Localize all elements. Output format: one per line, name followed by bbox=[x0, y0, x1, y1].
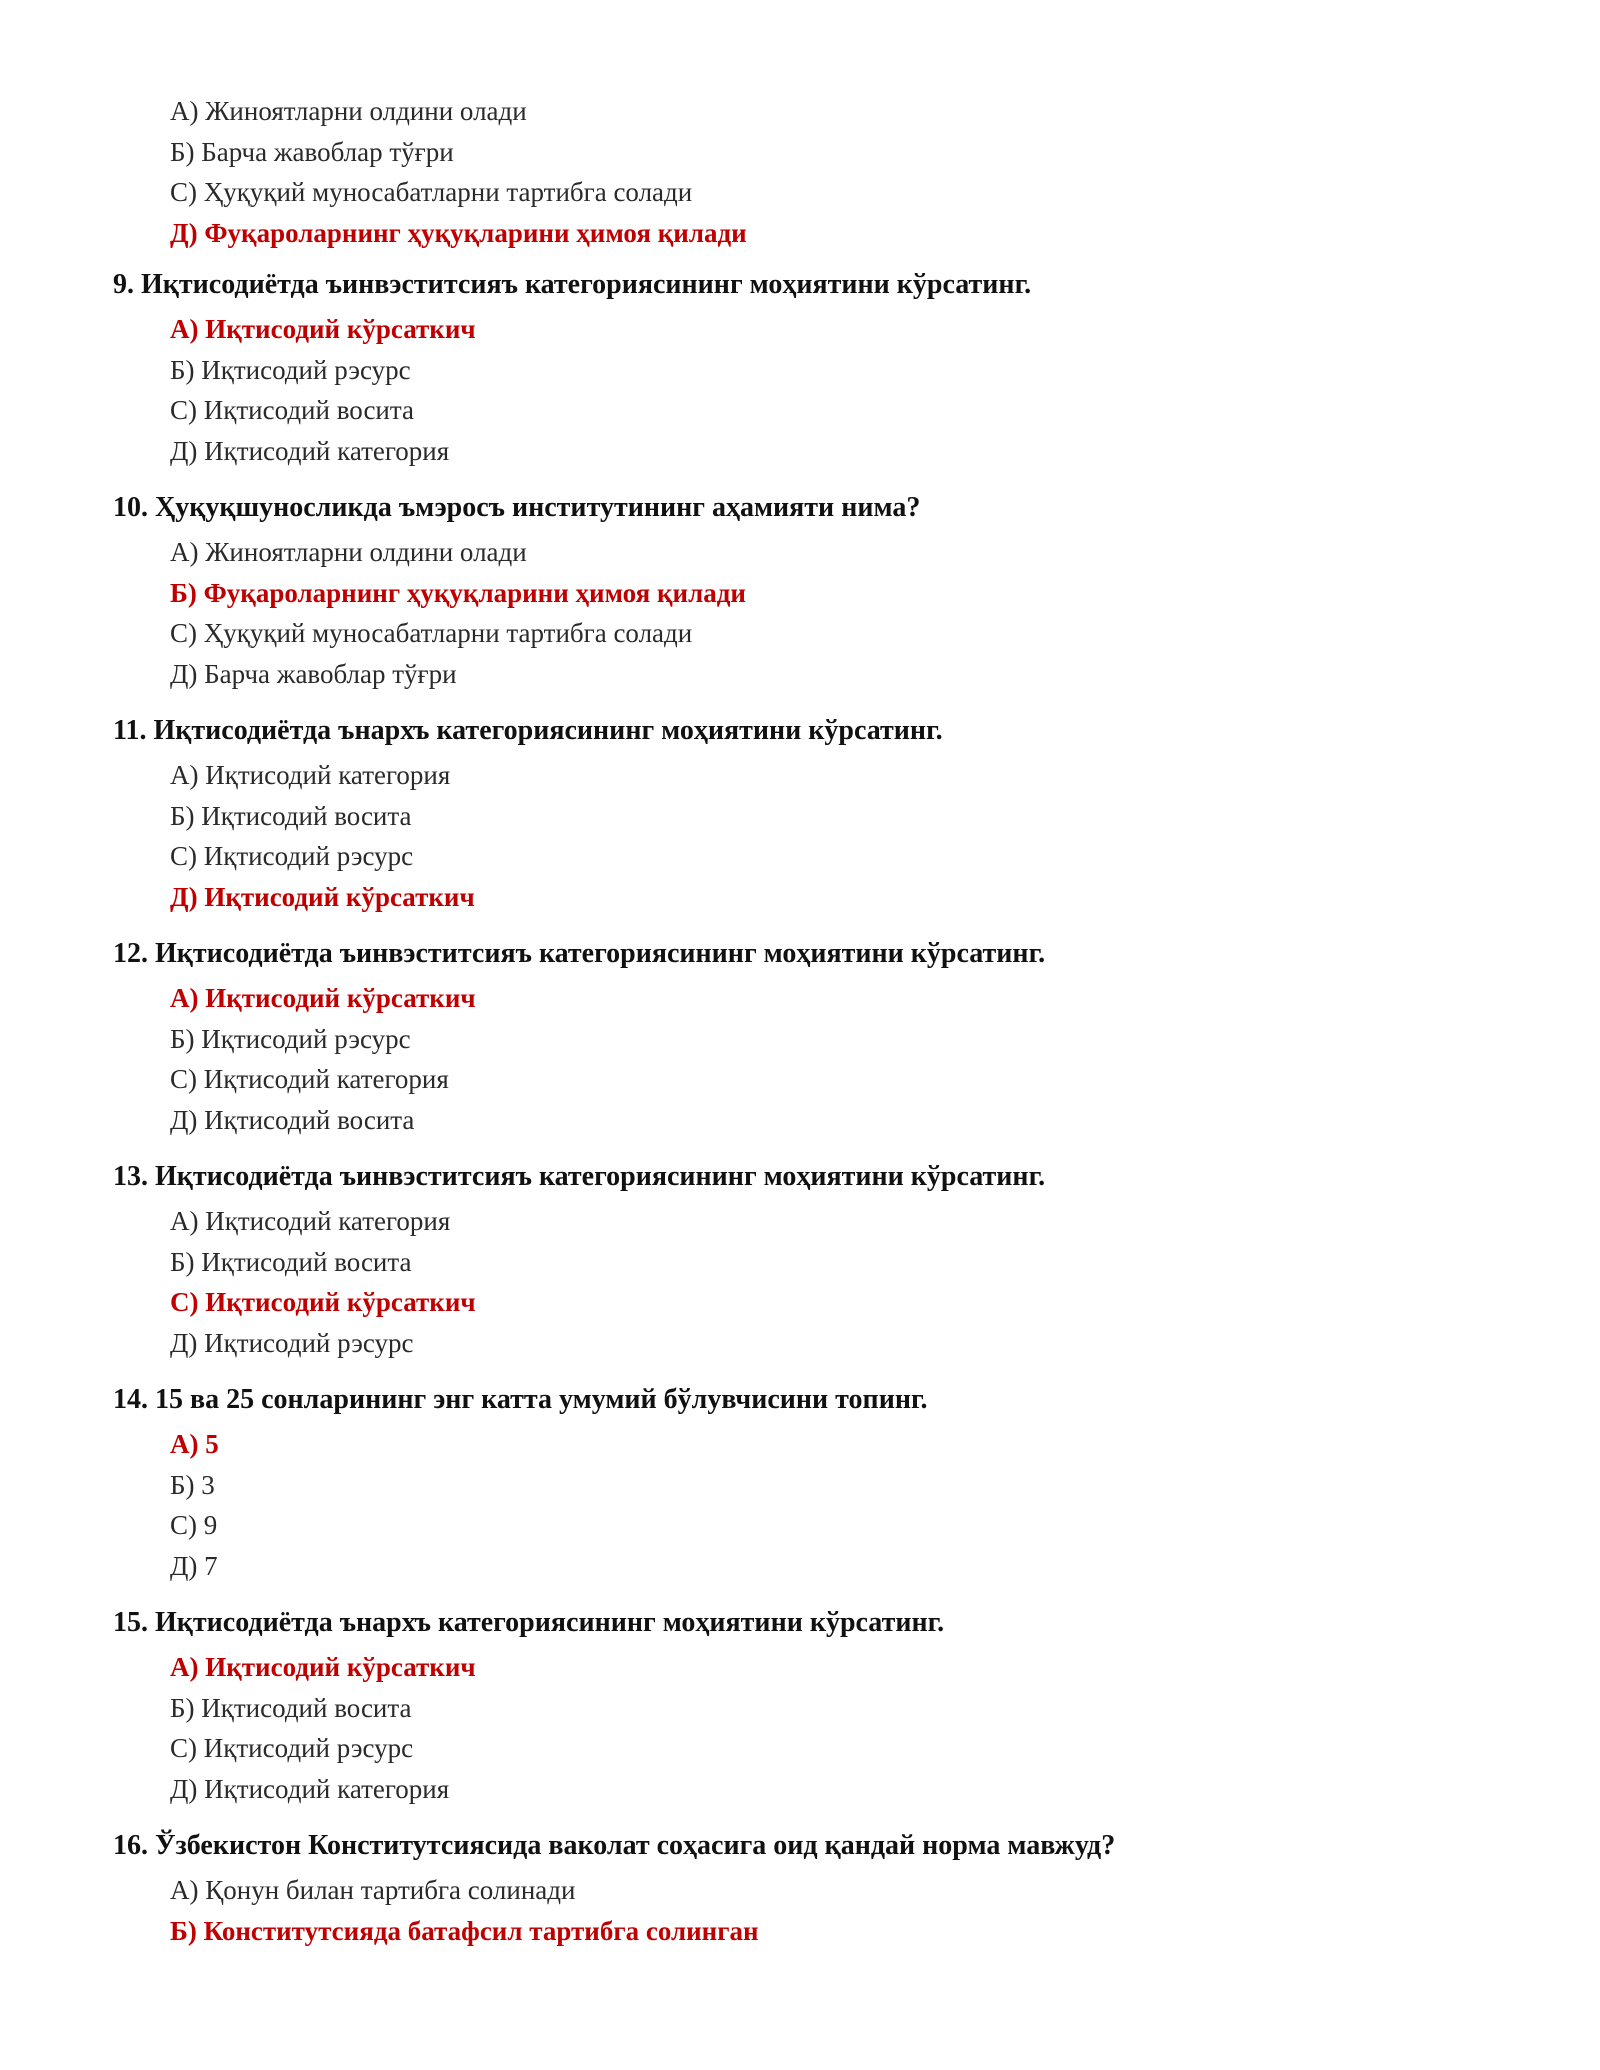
question-text: Иқтисодиётда ъинвэститсияъ категориясининг моҳиятини кўрсатинг. bbox=[141, 269, 1032, 300]
question-text: Иқтисодиётда ънархъ категориясининг моҳиятини кўрсатинг. bbox=[155, 1607, 945, 1638]
answer-option-correct: Б) Конститутсияда батафсил тартибга солинган bbox=[170, 1916, 759, 1946]
answer-option: Д) Иқтисодий категория bbox=[170, 436, 450, 466]
question-11 bbox=[113, 714, 943, 748]
answer-option: А) Жиноятларни олдини олади bbox=[170, 537, 527, 567]
answer-option: Б) 3 bbox=[170, 1470, 215, 1500]
answer-option-correct: Д) Фуқароларнинг ҳуқуқларини ҳимоя қилади bbox=[170, 218, 747, 248]
answer-option: Д) Иқтисодий восита bbox=[170, 1105, 415, 1135]
answer-option: С) Иқтисодий рэсурс bbox=[170, 1733, 414, 1763]
answer-option: Д) Иқтисодий рэсурс bbox=[170, 1328, 414, 1358]
question-10 bbox=[113, 491, 920, 525]
answer-option-correct: А) Иқтисодий кўрсаткич bbox=[170, 314, 476, 344]
question-number: 10. bbox=[113, 492, 148, 523]
question-number: 11. bbox=[113, 715, 147, 746]
answer-option: С) Ҳуқуқий муносабатларни тартибга солади bbox=[170, 618, 693, 648]
answer-option-correct: А) Иқтисодий кўрсаткич bbox=[170, 983, 476, 1013]
question-number: 13. bbox=[113, 1161, 148, 1192]
answer-option: С) Иқтисодий рэсурс bbox=[170, 841, 414, 871]
question-number: 14. bbox=[113, 1384, 148, 1415]
answer-option: С) Иқтисодий категория bbox=[170, 1064, 449, 1094]
question-14 bbox=[113, 1383, 928, 1417]
answer-option: С) Ҳуқуқий муносабатларни тартибга солади bbox=[170, 177, 693, 207]
answer-option-correct: А) Иқтисодий кўрсаткич bbox=[170, 1652, 476, 1682]
answer-option: Д) Барча жавоблар тўғри bbox=[170, 659, 457, 689]
question-16 bbox=[113, 1829, 1115, 1863]
answer-option: Б) Иқтисодий рэсурс bbox=[170, 1024, 411, 1054]
question-9 bbox=[113, 268, 1031, 302]
question-15 bbox=[113, 1606, 944, 1640]
question-text: Иқтисодиётда ънархъ категориясининг моҳиятини кўрсатинг. bbox=[153, 715, 943, 746]
question-number: 9. bbox=[113, 269, 134, 300]
question-text: 15 ва 25 сонларининг энг катта умумий бўлувчисини топинг. bbox=[155, 1384, 928, 1415]
answer-option: Б) Иқтисодий рэсурс bbox=[170, 355, 411, 385]
question-12 bbox=[113, 937, 1045, 971]
answer-option: Б) Иқтисодий восита bbox=[170, 1247, 412, 1277]
question-text: Ҳуқуқшуносликда ъмэросъ институтининг аҳамияти нима? bbox=[155, 492, 921, 523]
question-number: 16. bbox=[113, 1830, 148, 1861]
question-number: 15. bbox=[113, 1607, 148, 1638]
question-13 bbox=[113, 1160, 1045, 1194]
question-text: Ўзбекистон Конститутсиясида ваколат соҳасига оид қандай норма мавжуд? bbox=[155, 1830, 1116, 1861]
answer-option: Б) Барча жавоблар тўғри bbox=[170, 137, 454, 167]
answer-option-correct: А) 5 bbox=[170, 1429, 219, 1459]
answer-option: А) Жиноятларни олдини олади bbox=[170, 96, 527, 126]
answer-option: Б) Иқтисодий восита bbox=[170, 1693, 412, 1723]
answer-option: А) Иқтисодий категория bbox=[170, 1206, 451, 1236]
answer-option: С) 9 bbox=[170, 1510, 218, 1540]
question-text: Иқтисодиётда ъинвэститсияъ категориясининг моҳиятини кўрсатинг. bbox=[155, 1161, 1046, 1192]
answer-option-correct: С) Иқтисодий кўрсаткич bbox=[170, 1287, 476, 1317]
answer-option-correct: Б) Фуқароларнинг ҳуқуқларини ҳимоя қилади bbox=[170, 578, 746, 608]
question-text: Иқтисодиётда ъинвэститсияъ категориясининг моҳиятини кўрсатинг. bbox=[155, 938, 1046, 969]
answer-option-correct: Д) Иқтисодий кўрсаткич bbox=[170, 882, 475, 912]
answer-option: Д) Иқтисодий категория bbox=[170, 1774, 450, 1804]
answer-option: С) Иқтисодий восита bbox=[170, 395, 414, 425]
question-number: 12. bbox=[113, 938, 148, 969]
answer-option: Б) Иқтисодий восита bbox=[170, 801, 412, 831]
answer-option: Д) 7 bbox=[170, 1551, 218, 1581]
answer-option: А) Иқтисодий категория bbox=[170, 760, 451, 790]
answer-option: А) Қонун билан тартибга солинади bbox=[170, 1875, 576, 1905]
